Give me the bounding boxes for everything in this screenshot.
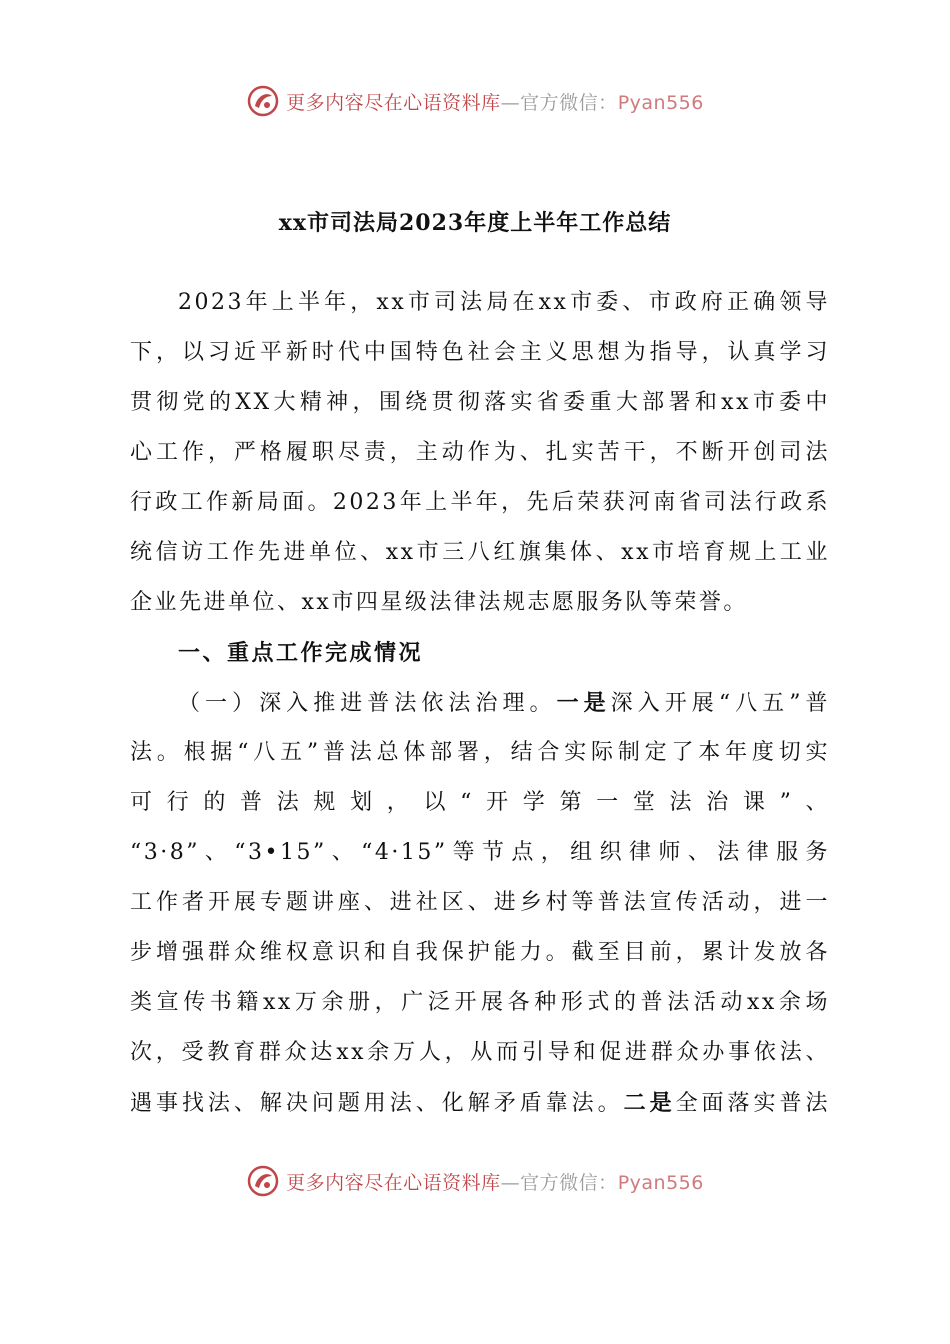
paragraph-line: 法。根据“八五”普法总体部署，结合实际制定了本年度切实 — [130, 740, 830, 765]
paragraph-line: 次，受教育群众达xx余万人，从而引导和促进群众办事依法、 — [130, 1040, 830, 1065]
watermark-gray-text: —官方微信： — [500, 1171, 618, 1194]
watermark-red-text: 更多内容尽在心语资料库 — [286, 91, 501, 114]
paragraph-line — [130, 678, 830, 728]
watermark-banner-top — [0, 84, 950, 118]
watermark-banner-bottom — [0, 1164, 950, 1198]
paragraph-line: 心工作，严格履职尽责，主动作为、扎实苦干，不断开创司法 — [130, 440, 830, 465]
paragraph-line: 企业先进单位、xx市四星级法律法规志愿服务队等荣誉。 — [130, 590, 748, 615]
document-body — [130, 278, 830, 1128]
paragraph-line: 2023年上半年，xx市司法局在xx市委、市政府正确领导 — [178, 290, 830, 315]
section-heading: 一、重点工作完成情况 — [178, 640, 424, 666]
paragraph-line: 下，以习近平新时代中国特色社会主义思想为指导，认真学习 — [130, 340, 830, 365]
watermark-account: Pyan556 — [617, 1171, 704, 1194]
watermark-logo-icon — [246, 1164, 280, 1198]
watermark-account: Pyan556 — [617, 91, 704, 114]
subsection-heading: （一）深入推进普法依法治理。 — [178, 691, 557, 716]
document-title: xx市司法局2023年度上半年工作总结 — [278, 210, 672, 236]
paragraph-line: 统信访工作先进单位、xx市三八红旗集体、xx市培育规上工业 — [130, 540, 830, 565]
paragraph-line: 行政工作新局面。2023年上半年，先后荣获河南省司法行政系 — [130, 490, 830, 515]
watermark-text — [286, 1168, 704, 1195]
watermark-logo-icon — [246, 84, 280, 118]
paragraph-line: 类宣传书籍xx万余册，广泛开展各种形式的普法活动xx余场 — [130, 990, 830, 1015]
paragraph-text: 深入开展“八五”普 — [610, 691, 830, 716]
paragraph-text: 遇事找法、解决问题用法、化解矛盾靠法。 — [130, 1091, 624, 1116]
paragraph-line: 可行的普法规划，以“开学第一堂法治课”、 — [130, 790, 830, 815]
bold-marker: 二是 — [623, 1090, 676, 1116]
paragraph-line — [130, 1078, 830, 1128]
watermark-red-text: 更多内容尽在心语资料库 — [286, 1171, 501, 1194]
paragraph-line: 贯彻党的XX大精神，围绕贯彻落实省委重大部署和xx市委中 — [130, 390, 830, 415]
paragraph-line: “3·8”、“3•15”、“4·15”等节点，组织律师、法律服务 — [130, 840, 830, 865]
paragraph-line: 工作者开展专题讲座、进社区、进乡村等普法宣传活动，进一 — [130, 890, 830, 915]
paragraph-text: 全面落实普法 — [675, 1091, 830, 1116]
watermark-text — [286, 88, 704, 115]
watermark-gray-text: —官方微信： — [500, 91, 618, 114]
paragraph-line: 步增强群众维权意识和自我保护能力。截至目前，累计发放各 — [130, 940, 830, 965]
bold-marker: 一是 — [556, 690, 611, 716]
